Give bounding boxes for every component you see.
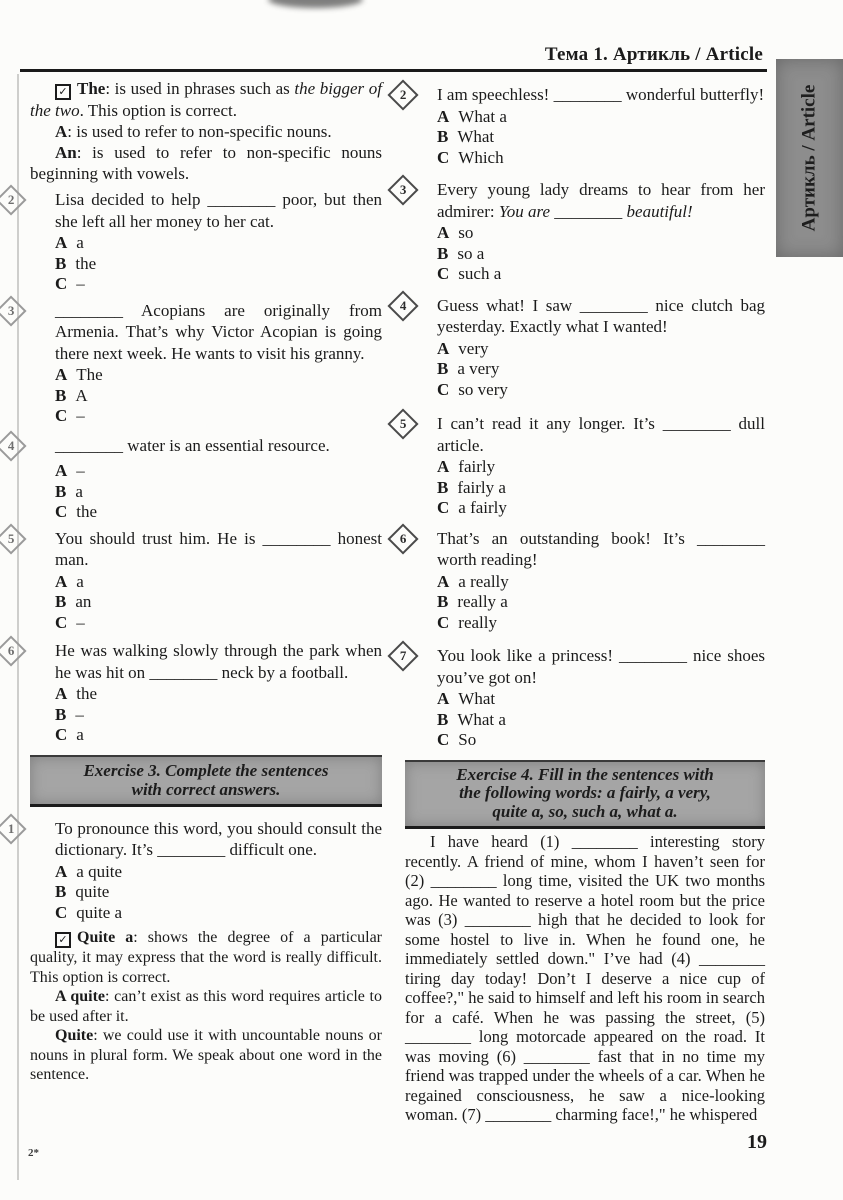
right-questions-list	[399, 84, 765, 751]
answer-option	[55, 254, 382, 275]
text-segment: : is used in phrases such as	[105, 79, 295, 98]
question-number-badge	[387, 640, 418, 671]
option-text: very	[458, 338, 489, 358]
explanation-block-quite	[30, 928, 382, 1085]
option-text: A	[75, 385, 88, 405]
question-number: 3	[7, 302, 15, 318]
answer-option	[55, 592, 382, 613]
exercise-title-line: Exercise 3. Complete the sentences	[83, 760, 329, 780]
answer-option	[55, 502, 382, 523]
question-number: 2	[399, 87, 407, 102]
text-segment: : is used to refer to non-specific nouns beginning with vowels.	[30, 143, 382, 183]
option-text: quite a	[76, 902, 123, 922]
option-text: What a	[457, 709, 506, 729]
option-text: really	[458, 612, 497, 632]
question-stem	[55, 435, 382, 457]
option-letter: C	[55, 274, 68, 293]
question-stem	[55, 528, 382, 571]
answer-options	[55, 233, 382, 295]
option-letter: A	[55, 233, 68, 252]
option-letter: C	[55, 406, 68, 425]
answer-options	[437, 572, 765, 634]
answer-option	[437, 380, 765, 401]
chapter-side-tab	[776, 59, 843, 257]
option-letter: B	[437, 359, 449, 378]
text-segment: An	[55, 143, 77, 162]
question-number-badge	[387, 79, 418, 110]
question-number-badge	[0, 523, 27, 554]
question-number-badge	[387, 523, 418, 554]
question-number: 1	[7, 820, 15, 836]
left-questions-list	[7, 189, 382, 746]
question-item	[399, 528, 765, 634]
question-stem	[55, 818, 382, 861]
answer-options	[437, 457, 765, 519]
option-text: the	[75, 253, 97, 273]
text-segment: You should trust him. He is ________ honest man.	[55, 528, 382, 569]
option-text: fairly a	[457, 477, 506, 497]
option-letter: C	[437, 730, 450, 749]
question-item	[7, 300, 382, 427]
right-column	[399, 84, 765, 1125]
option-letter: B	[437, 709, 449, 729]
explanation-paragraph	[30, 1026, 382, 1085]
option-text: so	[458, 223, 474, 242]
question-number-badge	[0, 295, 27, 326]
question-number: 5	[399, 416, 407, 431]
answer-option	[437, 710, 765, 731]
answer-option	[437, 148, 765, 169]
option-letter: B	[55, 253, 67, 273]
text-segment: the bigger of the two	[30, 79, 382, 120]
question-number-badge	[0, 813, 27, 844]
scan-smudge-artifact	[268, 0, 363, 8]
answer-option	[437, 613, 765, 634]
option-letter: C	[55, 502, 68, 521]
text-segment: Quite a	[77, 929, 134, 946]
answer-option	[437, 264, 765, 285]
option-letter: C	[437, 498, 450, 517]
option-letter: C	[55, 612, 68, 632]
question-item	[7, 640, 382, 746]
exercise-3-header	[30, 755, 382, 807]
print-signature-mark: 2*	[28, 1147, 39, 1159]
question-stem	[437, 84, 765, 106]
answer-option	[55, 233, 382, 254]
option-text: What a	[458, 106, 507, 126]
explanation-paragraph	[30, 142, 382, 184]
question-stem	[55, 189, 382, 232]
answer-option	[55, 482, 382, 503]
answer-option	[437, 127, 765, 148]
text-segment: Lisa decided to help ________ poor, but then she left all her money to her cat.	[55, 190, 382, 231]
option-letter: A	[55, 861, 68, 881]
option-text: a	[76, 725, 84, 744]
left-column	[7, 78, 383, 1085]
option-text: What	[458, 689, 496, 708]
option-text: a fairly	[458, 498, 507, 517]
option-text: a quite	[76, 861, 123, 881]
option-letter: B	[55, 704, 67, 724]
question-item	[7, 818, 382, 924]
option-text: the	[76, 502, 98, 521]
text-segment: The	[77, 79, 106, 98]
option-letter: A	[437, 106, 450, 126]
text-segment: You are ________ beautiful!	[498, 201, 693, 221]
answer-options	[437, 339, 765, 401]
header-rule	[20, 69, 767, 72]
answer-options	[55, 365, 382, 427]
answer-option	[55, 613, 382, 634]
question-number: 2	[7, 192, 15, 207]
question-number-badge	[387, 290, 418, 321]
text-segment: ________ Acopians are originally from Armenia. That’s why Victor Acopian is going there next week. He wants to visit his granny.	[55, 300, 382, 363]
answer-option	[437, 592, 765, 613]
option-text: so very	[458, 379, 508, 399]
explanation-paragraph	[30, 928, 382, 987]
question-number: 4	[7, 437, 15, 453]
page-number: 19	[747, 1131, 767, 1153]
question-item	[7, 528, 382, 634]
question-stem	[55, 300, 382, 365]
option-letter: B	[437, 127, 449, 146]
answer-option	[437, 107, 765, 128]
answer-option	[437, 359, 765, 380]
answer-option	[55, 684, 382, 705]
explanation-paragraph	[30, 78, 382, 121]
question-item	[399, 84, 765, 168]
text-segment: ________ water is an essential resource.	[55, 435, 330, 455]
text-segment: He was walking slowly through the park when he was hit on ________ neck by a football.	[55, 641, 382, 682]
question-item	[7, 435, 382, 523]
option-text: such a	[458, 264, 502, 283]
exercise-title-line: with correct answers.	[131, 779, 281, 799]
question-number: 6	[399, 530, 407, 546]
option-letter: A	[55, 684, 68, 703]
answer-option	[437, 457, 765, 478]
answer-option	[55, 365, 382, 386]
answer-option	[437, 244, 765, 265]
option-letter: B	[437, 592, 449, 611]
exercise-4-header	[405, 760, 765, 830]
text-segment: : can’t exist as this word requires article to be used after it.	[30, 988, 383, 1025]
option-text: –	[76, 406, 85, 425]
answer-options	[55, 572, 382, 634]
text-segment: Every young lady dreams to hear from her admirer:	[437, 180, 765, 221]
text-segment: : shows the degree of a particular quality, it may express that the word is really difficult. This option is correct.	[30, 929, 383, 986]
answer-options	[437, 689, 765, 751]
question-item	[399, 295, 765, 401]
option-letter: C	[437, 264, 450, 283]
question-stem	[437, 295, 765, 338]
question-stem	[437, 528, 765, 571]
checked-checkbox-icon: ✓	[55, 84, 71, 100]
answer-options	[55, 461, 382, 523]
question-stem	[437, 413, 765, 456]
option-letter: A	[55, 571, 68, 591]
option-text: Which	[458, 147, 504, 167]
option-text: What	[457, 127, 495, 146]
answer-option	[55, 705, 382, 726]
option-text: really a	[457, 592, 508, 611]
answer-option	[437, 339, 765, 360]
question-item	[399, 179, 765, 285]
option-letter: A	[437, 223, 450, 242]
answer-option	[437, 223, 765, 244]
side-tab-label: Артикль / Article	[798, 84, 820, 232]
option-letter: A	[55, 461, 68, 480]
option-text: so a	[457, 243, 485, 263]
answer-option	[55, 406, 382, 427]
explanation-paragraph	[30, 121, 382, 142]
question-item	[399, 413, 765, 519]
option-text: –	[76, 612, 85, 632]
answer-option	[437, 730, 765, 751]
exercise-title-line: the following words: a fairly, a very,	[459, 783, 711, 802]
answer-option	[437, 572, 765, 593]
option-letter: B	[55, 385, 67, 405]
text-segment: : we could use it with uncountable nouns or nouns in plural form. We speak about one word in the sentence.	[30, 1027, 382, 1083]
answer-option	[55, 572, 382, 593]
answer-option	[55, 903, 382, 924]
checked-checkbox-icon: ✓	[55, 932, 71, 948]
question-item	[7, 189, 382, 295]
option-letter: B	[437, 243, 449, 263]
option-text: fairly	[458, 457, 496, 476]
answer-option	[55, 882, 382, 903]
question-number-badge	[0, 430, 27, 461]
option-text: The	[76, 365, 103, 384]
text-segment: You look like a princess! ________ nice shoes you’ve got on!	[437, 646, 765, 687]
option-letter: A	[55, 365, 68, 384]
option-letter: A	[437, 689, 450, 708]
answer-options	[55, 862, 382, 924]
option-letter: B	[55, 592, 67, 611]
answer-option	[437, 498, 765, 519]
text-segment: That’s an outstanding book! It’s ________ worth reading!	[437, 528, 765, 569]
option-text: So	[458, 730, 477, 749]
answer-options	[437, 223, 765, 285]
text-segment: Guess what! I saw ________ nice clutch bag yesterday. Exactly what I wanted!	[437, 295, 765, 336]
option-letter: B	[437, 477, 449, 497]
explanation-paragraph	[30, 987, 382, 1026]
page-spine-line	[17, 74, 19, 1180]
page-header-title: Тема 1. Артикль / Article	[544, 44, 763, 65]
exercise-title-line: quite a, so, such a, what a.	[492, 801, 678, 821]
option-text: a	[75, 481, 83, 501]
option-letter: A	[437, 338, 450, 358]
answer-options	[437, 107, 765, 169]
answer-option	[55, 725, 382, 746]
option-letter: C	[437, 612, 450, 632]
answer-option	[437, 689, 765, 710]
option-letter: B	[55, 882, 67, 901]
option-letter: C	[55, 902, 68, 922]
option-text: a very	[457, 359, 500, 378]
text-segment: A quite	[55, 988, 106, 1005]
option-text: the	[76, 684, 98, 703]
option-text: a	[76, 233, 84, 252]
text-segment: I am speechless! ________ wonderful butterfly!	[437, 85, 765, 104]
exercise-3-question-1	[7, 818, 382, 924]
option-letter: A	[437, 457, 450, 476]
answer-option	[55, 862, 382, 883]
option-text: a really	[458, 571, 509, 591]
question-stem	[437, 179, 765, 222]
question-number-badge	[387, 408, 418, 439]
question-number-badge	[387, 174, 418, 205]
answer-option	[55, 386, 382, 407]
option-letter: C	[437, 147, 450, 167]
question-number: 4	[399, 297, 407, 313]
text-segment: A	[55, 122, 68, 141]
option-text: –	[76, 461, 85, 480]
question-number: 3	[399, 182, 407, 197]
option-letter: C	[55, 725, 68, 744]
question-number-badge	[0, 184, 27, 215]
question-stem	[55, 640, 382, 683]
exercise-title-line: Exercise 4. Fill in the sentences with	[456, 764, 714, 784]
option-text: quite	[75, 882, 110, 901]
text-segment: . This option is correct.	[79, 101, 237, 120]
text-segment: To pronounce this word, you should consult the dictionary. It’s ________ difficult one.	[55, 818, 382, 859]
question-number: 5	[7, 530, 15, 546]
question-stem	[437, 645, 765, 688]
question-item	[399, 645, 765, 751]
option-letter: C	[437, 379, 450, 399]
exercise-4-text: I have heard (1) ________ interesting story recently. A friend of mine, whom I haven’t seen for (2) ________ long time, visited the UK two months ago. He wanted to reserve a hotel room but the price was (3) ________ high that he decided to look for some hostel to live in. When he found one, he immediately settled down." I’ve had (4) ________ tiring day today! Don’t I deserve a nice cup of coffee?," he said to himself and left his room in search for a café. When he was passing the street, (5) ________ long motorcade appeared on the road. It was moving (6) ________ fast that in no time my friend was trapped under the wheels of a car. When he regained consciousness, he saw a nice-looking woman. (7) ________ charming face!," he whispered	[405, 832, 765, 1124]
option-text: a	[76, 571, 84, 591]
option-letter: A	[437, 571, 450, 591]
option-text: –	[75, 704, 84, 724]
option-text: an	[75, 592, 92, 611]
answer-option	[55, 461, 382, 482]
text-segment: Quite	[55, 1027, 94, 1044]
answer-options	[55, 684, 382, 746]
question-number: 6	[7, 643, 15, 658]
option-letter: B	[55, 481, 67, 501]
question-number-badge	[0, 635, 27, 666]
option-text: –	[76, 274, 85, 293]
text-segment: I can’t read it any longer. It’s ________ dull article.	[437, 414, 765, 455]
question-number: 7	[399, 648, 407, 663]
answer-option	[55, 274, 382, 295]
answer-option	[437, 478, 765, 499]
text-segment: : is used to refer to non-specific nouns.	[67, 122, 332, 141]
explanation-block-the	[30, 78, 382, 184]
